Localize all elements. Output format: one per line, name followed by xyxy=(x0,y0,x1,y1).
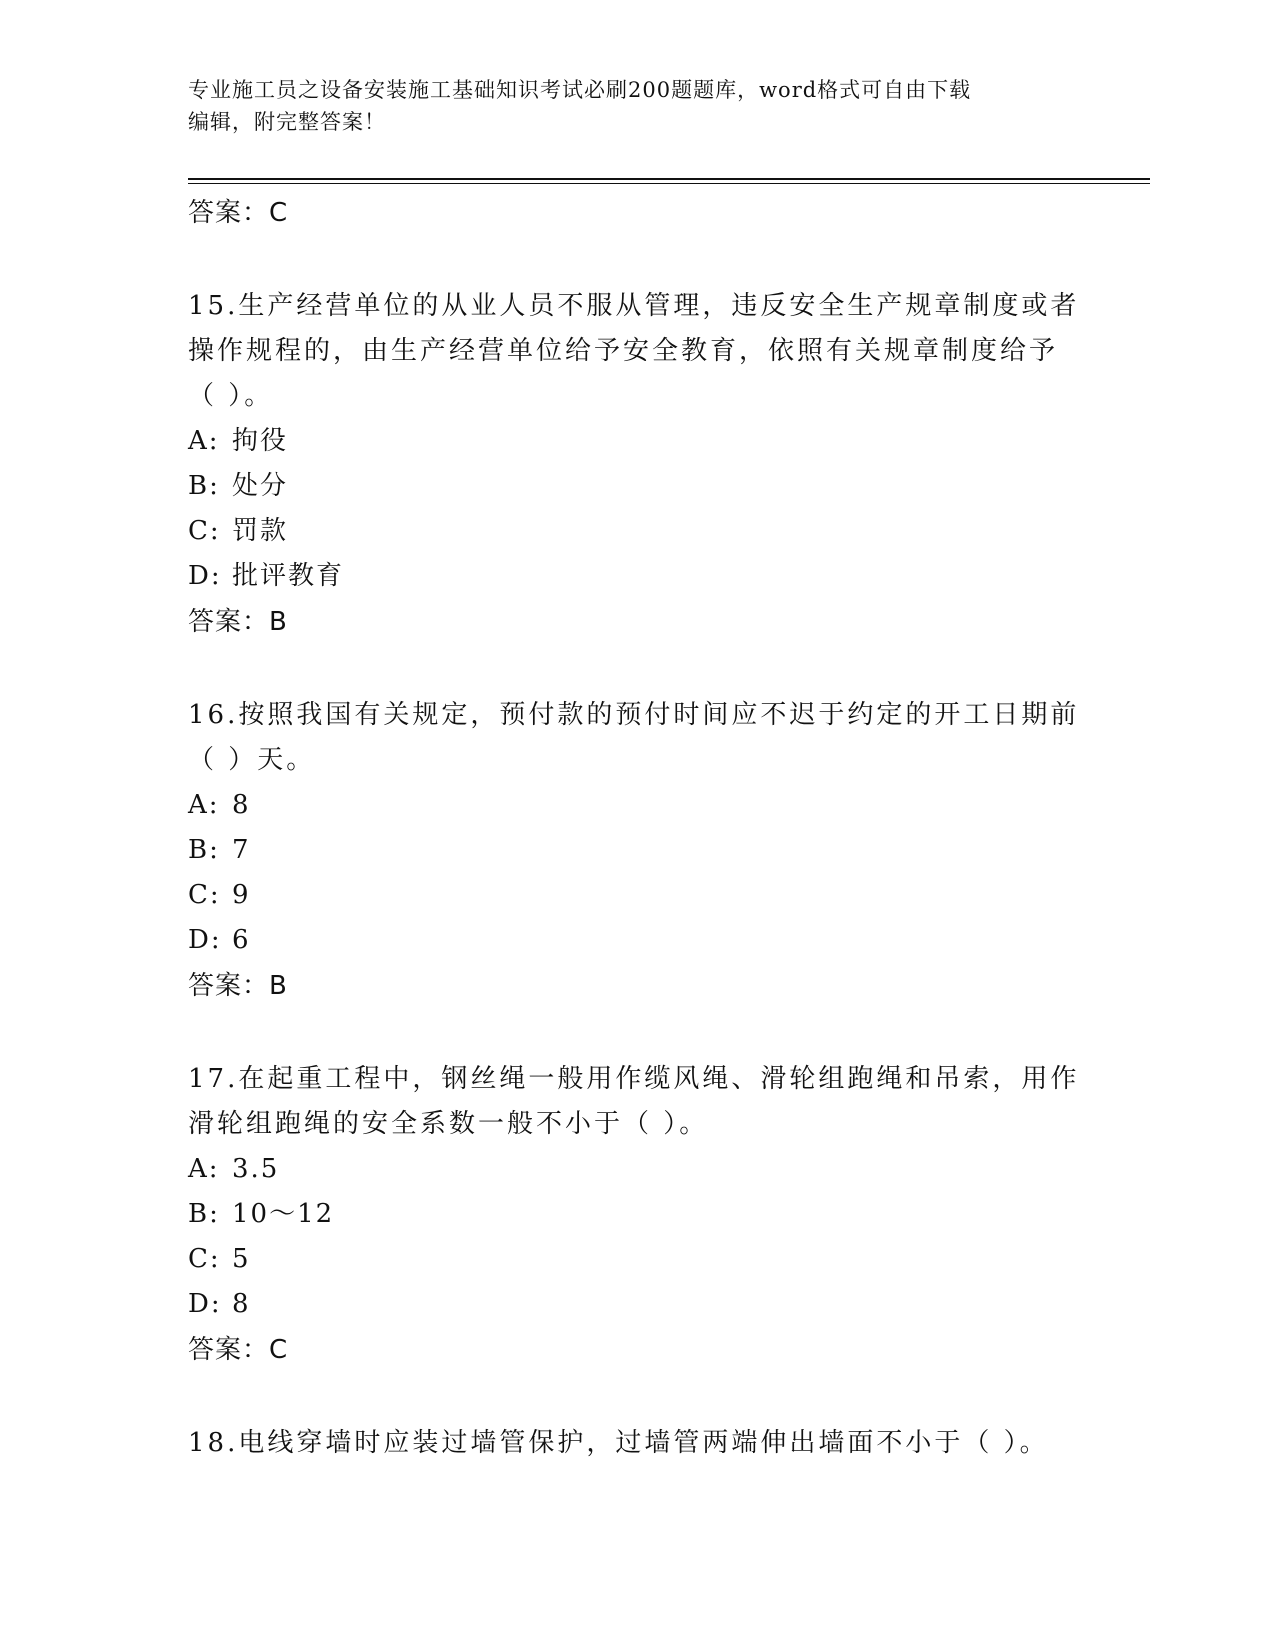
option-text: 8 xyxy=(232,790,251,820)
question-stem-line: 18.电线穿墙时应装过墙管保护，过墙管两端伸出墙面不小于（ ）。 xyxy=(188,1428,1049,1458)
header-rule-thick xyxy=(188,178,1150,180)
question-16 xyxy=(188,693,1088,1009)
document-header xyxy=(188,74,1068,138)
question-stem-line: 16.按照我国有关规定，预付款的预付时间应不迟于约定的开工日期前 xyxy=(188,700,1080,730)
option-letter: C: xyxy=(188,516,221,546)
question-stem-line: 15.生产经营单位的从业人员不服从管理，违反安全生产规章制度或者 xyxy=(188,291,1080,321)
option-text: 7 xyxy=(232,835,251,865)
option-letter: A: xyxy=(188,1154,220,1184)
question-stem-line: 滑轮组跑绳的安全系数一般不小于（ ）。 xyxy=(188,1109,709,1139)
option-d xyxy=(188,554,1088,599)
option-text: 处分 xyxy=(232,471,289,501)
option-text: 罚款 xyxy=(232,516,289,546)
header-line-1: 专业施工员之设备安装施工基础知识考试必刷200题题库，word格式可自由下载 xyxy=(188,78,972,102)
answer-line: 答案：C xyxy=(188,1335,289,1365)
option-letter: C: xyxy=(188,1244,221,1274)
option-c xyxy=(188,873,1088,918)
question-17 xyxy=(188,1057,1088,1373)
option-letter: D: xyxy=(188,1289,222,1319)
option-c xyxy=(188,509,1088,554)
question-stem-line: 操作规程的，由生产经营单位给予安全教育，依照有关规章制度给予 xyxy=(188,336,1059,366)
option-text: 8 xyxy=(232,1289,251,1319)
header-line-2: 编辑，附完整答案！ xyxy=(188,110,386,134)
option-text: 拘役 xyxy=(232,426,289,456)
header-rule-thin xyxy=(188,183,1150,184)
option-letter: C: xyxy=(188,880,221,910)
option-letter: B: xyxy=(188,1199,220,1229)
question-stem-line: （ ）。 xyxy=(188,381,274,411)
option-letter: D: xyxy=(188,561,222,591)
question-stem-line: 17.在起重工程中，钢丝绳一般用作缆风绳、滑轮组跑绳和吊索，用作 xyxy=(188,1064,1080,1094)
option-a xyxy=(188,783,1088,828)
document-body xyxy=(188,190,1088,1466)
question-stem-line: （ ）天。 xyxy=(188,745,316,775)
option-text: 3.5 xyxy=(232,1154,280,1184)
option-d xyxy=(188,918,1088,963)
previous-answer: 答案：C xyxy=(188,198,289,228)
option-c xyxy=(188,1237,1088,1282)
option-letter: B: xyxy=(188,471,220,501)
option-letter: A: xyxy=(188,790,220,820)
option-text: 5 xyxy=(232,1244,251,1274)
option-a xyxy=(188,1147,1088,1192)
option-letter: B: xyxy=(188,835,220,865)
option-b xyxy=(188,1192,1088,1237)
option-text: 9 xyxy=(232,880,251,910)
option-text: 10～12 xyxy=(232,1199,335,1229)
option-a xyxy=(188,419,1088,464)
option-b xyxy=(188,464,1088,509)
question-15 xyxy=(188,284,1088,645)
option-text: 6 xyxy=(232,925,251,955)
answer-line: 答案：B xyxy=(188,607,288,637)
option-d xyxy=(188,1282,1088,1327)
answer-line: 答案：B xyxy=(188,971,288,1001)
option-text: 批评教育 xyxy=(232,561,345,591)
option-b xyxy=(188,828,1088,873)
option-letter: A: xyxy=(188,426,220,456)
option-letter: D: xyxy=(188,925,222,955)
question-18 xyxy=(188,1421,1088,1466)
